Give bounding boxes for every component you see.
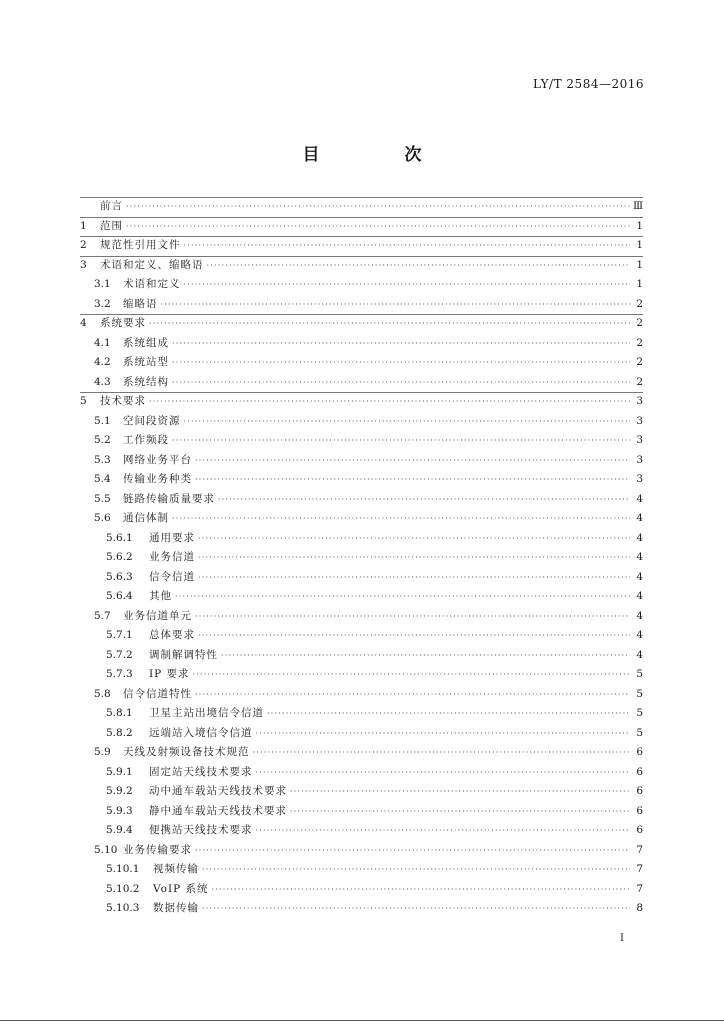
toc-dot-leader — [290, 802, 630, 822]
toc-dot-leader — [126, 197, 630, 217]
toc-entry-number: 5.9 — [94, 746, 111, 758]
toc-entry-number: 5.7.2 — [106, 648, 133, 661]
toc-entry-title: 天线及射频设备技术规范 — [123, 746, 250, 758]
toc-entry-page: 4 — [636, 648, 643, 661]
toc-entry-title: 业务信道 — [149, 551, 195, 563]
toc-entry-page: 2 — [636, 336, 643, 349]
toc-entry-title: 便携站天线技术要求 — [149, 824, 253, 836]
toc-entry-title: 通信体制 — [123, 512, 169, 524]
toc-entry-title: 信令信道特性 — [123, 687, 192, 700]
toc-entry-title: 固定站天线技术要求 — [149, 765, 253, 778]
toc-entry-page: 1 — [636, 239, 643, 251]
page-title: 目 次 — [302, 145, 456, 165]
toc-dot-leader — [202, 899, 630, 919]
toc-entry-page: 6 — [636, 785, 643, 797]
toc-entry-page: 1 — [636, 219, 643, 232]
toc-entry-page: 7 — [636, 882, 643, 895]
toc-dot-leader — [172, 431, 630, 451]
toc-entry[interactable] — [80, 860, 643, 880]
page-number: I — [620, 933, 624, 944]
toc-entry-number: 5 — [80, 395, 87, 407]
toc-entry-page: 7 — [636, 863, 643, 875]
toc-dot-leader — [253, 743, 631, 763]
toc-entry-title: 业务信道单元 — [123, 609, 192, 622]
toc-entry-number: 5.1 — [94, 414, 111, 427]
toc-entry-page: 3 — [636, 453, 643, 466]
toc-dot-leader — [198, 626, 630, 646]
toc-dot-leader — [172, 353, 630, 373]
toc-entry-title: 静中通车载站天线技术要求 — [149, 804, 287, 817]
toc-entry-number: 5.6 — [94, 512, 111, 524]
toc-dot-leader — [198, 529, 630, 549]
toc-entry-page: 7 — [636, 843, 643, 856]
toc-entry[interactable] — [80, 568, 643, 588]
toc-dot-leader — [198, 568, 630, 588]
toc-entry-page: 4 — [636, 629, 643, 641]
standard-code: LY/T 2584—2016 — [532, 77, 644, 91]
toc-entry-page: 4 — [636, 590, 643, 602]
toc-entry-number: 5.7.1 — [106, 629, 133, 641]
toc-dot-leader — [184, 275, 631, 295]
toc-dot-leader — [256, 724, 631, 744]
toc-entry-title: 工作频段 — [123, 434, 169, 446]
toc-entry-title: 术语和定义 — [123, 278, 181, 290]
toc-entry-title: 传输业务种类 — [123, 473, 192, 485]
toc-entry[interactable] — [80, 412, 643, 432]
toc-entry-number: 3.1 — [94, 278, 111, 290]
toc-entry-title: 调制解调特性 — [149, 648, 218, 661]
toc-entry-page: 3 — [636, 395, 643, 407]
toc-dot-leader — [218, 490, 630, 510]
toc-entry-page: 1 — [636, 258, 643, 271]
toc-entry-title: 数据传输 — [153, 902, 199, 914]
toc-entry[interactable] — [80, 353, 643, 373]
toc-entry[interactable] — [80, 509, 643, 529]
toc-entry-page: 2 — [636, 297, 643, 310]
toc-entry-number: 5.6.1 — [106, 531, 133, 544]
toc-entry-page: 2 — [636, 375, 643, 388]
toc-entry-number: 5.9.3 — [106, 804, 133, 817]
toc-dot-leader — [161, 295, 631, 315]
toc-entry-number: 5.8.2 — [106, 726, 133, 739]
toc-entry-number: 5.10.2 — [106, 882, 140, 895]
toc-entry-page: 5 — [636, 687, 643, 700]
toc-entry-title: 其他 — [149, 590, 172, 602]
toc-entry-page: 3 — [636, 434, 643, 446]
toc-dot-leader — [290, 782, 630, 802]
toc-entry-title: 卫星主站出境信令信道 — [149, 707, 264, 719]
toc-entry-title: 网络业务平台 — [123, 453, 192, 466]
toc-dot-leader — [256, 763, 631, 783]
toc-entry-title: 技术要求 — [100, 395, 146, 407]
toc-dot-leader — [149, 392, 630, 412]
toc-entry-number: 5.9.1 — [106, 765, 133, 778]
toc-entry[interactable] — [80, 841, 643, 861]
toc-entry[interactable] — [80, 334, 643, 354]
toc-entry-title: 空间段资源 — [123, 414, 181, 427]
toc-entry-title: IP 要求 — [149, 668, 190, 680]
toc-entry[interactable] — [80, 821, 643, 841]
toc-entry[interactable] — [80, 431, 643, 451]
toc-entry[interactable] — [80, 587, 643, 607]
toc-entry[interactable] — [80, 256, 643, 276]
toc-entry-number: 5.10.3 — [106, 902, 140, 914]
toc-entry[interactable] — [80, 685, 643, 705]
toc-entry-number: 5.6.4 — [106, 590, 133, 602]
toc-entry-page: 5 — [636, 668, 643, 680]
toc-entry-page: 1 — [636, 278, 643, 290]
page-bottom-divider — [0, 1020, 724, 1021]
toc-entry-number: 1 — [80, 219, 87, 232]
toc-entry-number: 4 — [80, 317, 87, 329]
toc-entry[interactable] — [80, 392, 643, 412]
toc-entry-title: 系统结构 — [123, 375, 169, 388]
toc-entry[interactable] — [80, 548, 643, 568]
toc-entry-title: 信令信道 — [149, 570, 195, 583]
toc-dot-leader — [267, 704, 630, 724]
toc-entry-title: 视频传输 — [153, 863, 199, 875]
toc-entry-number: 5.10.1 — [106, 863, 140, 875]
toc-entry-page: 3 — [636, 414, 643, 427]
toc-dot-leader — [175, 587, 630, 607]
toc-dot-leader — [184, 236, 631, 256]
toc-entry-page: 6 — [636, 765, 643, 778]
toc-entry-number: 5.6.2 — [106, 551, 133, 563]
toc-entry[interactable] — [80, 236, 643, 256]
toc-entry-number: 5.4 — [94, 473, 111, 485]
toc-entry-number: 4.1 — [94, 336, 111, 349]
toc-entry-title: 动中通车载站天线技术要求 — [149, 785, 287, 797]
toc-entry-number: 5.10 — [94, 843, 118, 856]
toc-entry[interactable] — [80, 607, 643, 627]
toc-entry-title: 规范性引用文件 — [100, 239, 181, 251]
toc-entry-number: 3 — [80, 258, 87, 271]
toc-entry-number: 5.6.3 — [106, 570, 133, 583]
toc-dot-leader — [149, 314, 630, 334]
toc-entry[interactable] — [80, 743, 643, 763]
toc-dot-leader — [256, 821, 631, 841]
toc-entry[interactable] — [80, 217, 643, 237]
toc-dot-leader — [126, 217, 630, 237]
toc-entry-number: 5.7.3 — [106, 668, 133, 680]
toc-entry[interactable] — [80, 724, 643, 744]
toc-entry-page: 4 — [636, 492, 643, 505]
toc-dot-leader — [172, 334, 630, 354]
toc-entry-number: 4.2 — [94, 356, 111, 368]
toc-entry-title: 业务传输要求 — [123, 843, 192, 856]
toc-dot-leader — [193, 665, 630, 685]
toc-entry-number: 5.9.2 — [106, 785, 133, 797]
toc-dot-leader — [202, 860, 630, 880]
toc-entry-number: 5.2 — [94, 434, 111, 446]
toc-entry-page: 8 — [636, 902, 643, 914]
toc-entry-title: 系统站型 — [123, 356, 169, 368]
toc-dot-leader — [172, 373, 630, 393]
toc-entry[interactable] — [80, 529, 643, 549]
toc-entry-title: 链路传输质量要求 — [123, 492, 215, 505]
toc-dot-leader — [207, 256, 631, 276]
table-of-contents — [80, 197, 643, 919]
toc-dot-leader — [195, 841, 630, 861]
toc-dot-leader — [195, 470, 630, 490]
toc-entry-page: 6 — [636, 746, 643, 758]
toc-entry[interactable] — [80, 470, 643, 490]
toc-entry[interactable] — [80, 490, 643, 510]
toc-entry-title: 系统要求 — [100, 317, 146, 329]
toc-entry-number: 2 — [80, 239, 87, 251]
toc-entry[interactable] — [80, 314, 643, 334]
toc-entry-title: 总体要求 — [149, 629, 195, 641]
toc-entry-number: 5.8.1 — [106, 707, 133, 719]
toc-dot-leader — [212, 880, 631, 900]
toc-entry-number: 4.3 — [94, 375, 111, 388]
toc-entry[interactable] — [80, 197, 643, 217]
toc-entry[interactable] — [80, 451, 643, 471]
toc-entry-page: 5 — [636, 707, 643, 719]
toc-dot-leader — [221, 646, 630, 666]
toc-entry-page: 3 — [636, 473, 643, 485]
toc-entry-page: 4 — [636, 551, 643, 563]
toc-entry-page: 6 — [636, 824, 643, 836]
toc-entry-title: 通用要求 — [149, 531, 195, 544]
toc-entry-number: 5.5 — [94, 492, 111, 505]
toc-entry-number: 5.8 — [94, 687, 111, 700]
toc-dot-leader — [198, 548, 630, 568]
toc-entry-page: 4 — [636, 512, 643, 524]
toc-entry-title: 系统组成 — [123, 336, 169, 349]
toc-entry[interactable] — [80, 626, 643, 646]
toc-entry-page: 2 — [636, 317, 643, 329]
toc-entry[interactable] — [80, 373, 643, 393]
toc-entry[interactable] — [80, 295, 643, 315]
toc-entry[interactable] — [80, 899, 643, 919]
toc-entry[interactable] — [80, 275, 643, 295]
toc-entry[interactable] — [80, 880, 643, 900]
toc-entry-number: 5.7 — [94, 609, 111, 622]
toc-entry[interactable] — [80, 763, 643, 783]
toc-entry-page: 4 — [636, 570, 643, 583]
toc-dot-leader — [195, 607, 630, 627]
toc-dot-leader — [195, 685, 630, 705]
toc-entry-page: 5 — [636, 726, 643, 739]
toc-entry-number: 5.9.4 — [106, 824, 133, 836]
toc-entry[interactable] — [80, 802, 643, 822]
toc-entry[interactable] — [80, 665, 643, 685]
toc-dot-leader — [184, 412, 631, 432]
toc-dot-leader — [195, 451, 630, 471]
toc-entry[interactable] — [80, 704, 643, 724]
toc-dot-leader — [172, 509, 630, 529]
toc-entry-title: 缩略语 — [123, 297, 158, 310]
toc-entry-title: VoIP 系统 — [153, 882, 209, 895]
toc-entry-page: 6 — [636, 804, 643, 817]
toc-entry[interactable] — [80, 646, 643, 666]
toc-entry-number: 5.3 — [94, 453, 111, 466]
toc-entry-title: 术语和定义、缩略语 — [100, 258, 204, 271]
toc-entry-page: Ⅲ — [633, 200, 644, 212]
toc-entry-title: 范围 — [100, 219, 123, 232]
toc-entry-page: 4 — [636, 609, 643, 622]
toc-entry-page: 2 — [636, 356, 643, 368]
toc-entry-number: 3.2 — [94, 297, 111, 310]
toc-entry[interactable] — [80, 782, 643, 802]
toc-entry-page: 4 — [636, 531, 643, 544]
toc-entry-title: 前言 — [100, 200, 123, 212]
toc-entry-title: 远端站入境信令信道 — [149, 726, 253, 739]
